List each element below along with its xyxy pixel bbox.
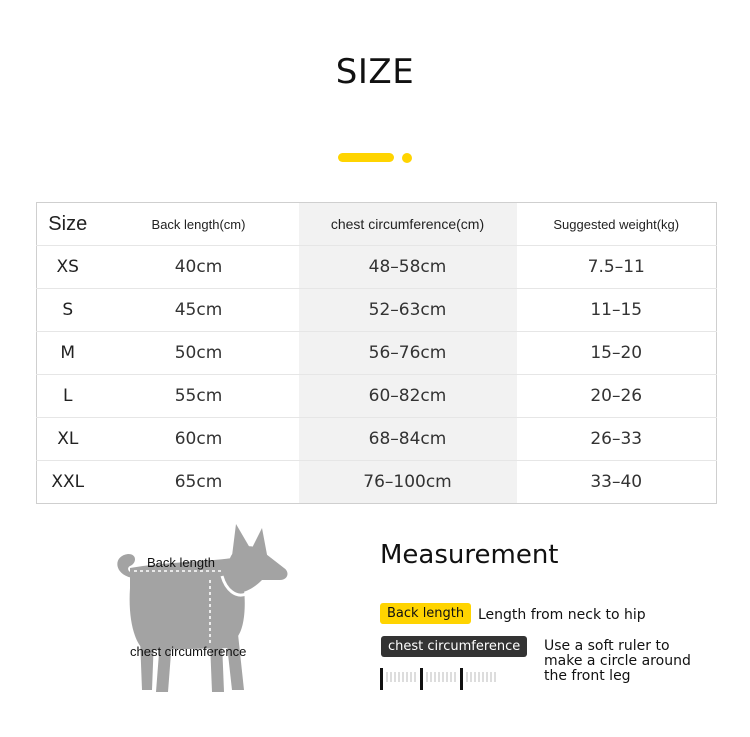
cell-back-length: 65cm [174,472,223,492]
cell-weight: 33–40 [590,472,643,492]
cell-chest: 68–84cm [299,418,517,461]
cell-weight: 26–33 [517,418,717,461]
cell-back-length: 40cm [99,246,299,289]
cell-size: L [37,375,99,418]
cell-chest: 76–100cm [299,461,517,504]
dog-silhouette-icon [104,518,304,708]
measurement-title: Measurement [380,540,559,570]
cell-weight: 11–15 [517,289,717,332]
cell-chest: 52–63cm [299,289,517,332]
cell-size: XL [37,418,99,461]
dog-chest-label: chest circumference [130,644,247,659]
cell-size: XS [37,246,99,289]
header-chest-circumference: chest circumference(cm) [299,203,517,246]
title-underline-dot [402,153,412,163]
table-row [37,461,717,504]
cell-back-length: 50cm [99,332,299,375]
cell-weight: 15–20 [517,332,717,375]
table-row [37,332,717,375]
table-row [37,246,717,289]
back-length-tag: Back length [380,603,471,624]
header-size: Size [37,203,99,246]
chest-circumference-tag: chest circumference [381,636,527,657]
cell-back-length: 55cm [99,375,299,418]
ruler-icon [380,666,502,692]
chest-description-line-2: make a circle around [544,653,691,669]
cell-back-length: 45cm [99,289,299,332]
page-title: SIZE [335,52,415,92]
size-table [36,202,717,504]
chest-description-line-3: the front leg [544,668,631,684]
chest-description-line-1: Use a soft ruler to [544,638,670,654]
table-row [37,418,717,461]
cell-size: M [37,332,99,375]
cell-chest: 48–58cm [299,246,517,289]
cell-size: XXL [51,472,85,492]
cell-size: S [37,289,99,332]
dog-illustration [104,518,304,708]
table-header-row [37,203,717,246]
header-suggested-weight: Suggested weight(kg) [517,203,717,246]
table-row [37,375,717,418]
title-underline-bar [338,153,394,162]
dog-back-length-label: Back length [147,555,215,570]
cell-weight: 7.5–11 [517,246,717,289]
header-back-length: Back length(cm) [99,203,299,246]
back-length-description: Length from neck to hip [478,607,646,623]
table-row [37,289,717,332]
cell-back-length: 60cm [99,418,299,461]
cell-chest: 60–82cm [299,375,517,418]
cell-chest: 56–76cm [299,332,517,375]
cell-weight: 20–26 [517,375,717,418]
